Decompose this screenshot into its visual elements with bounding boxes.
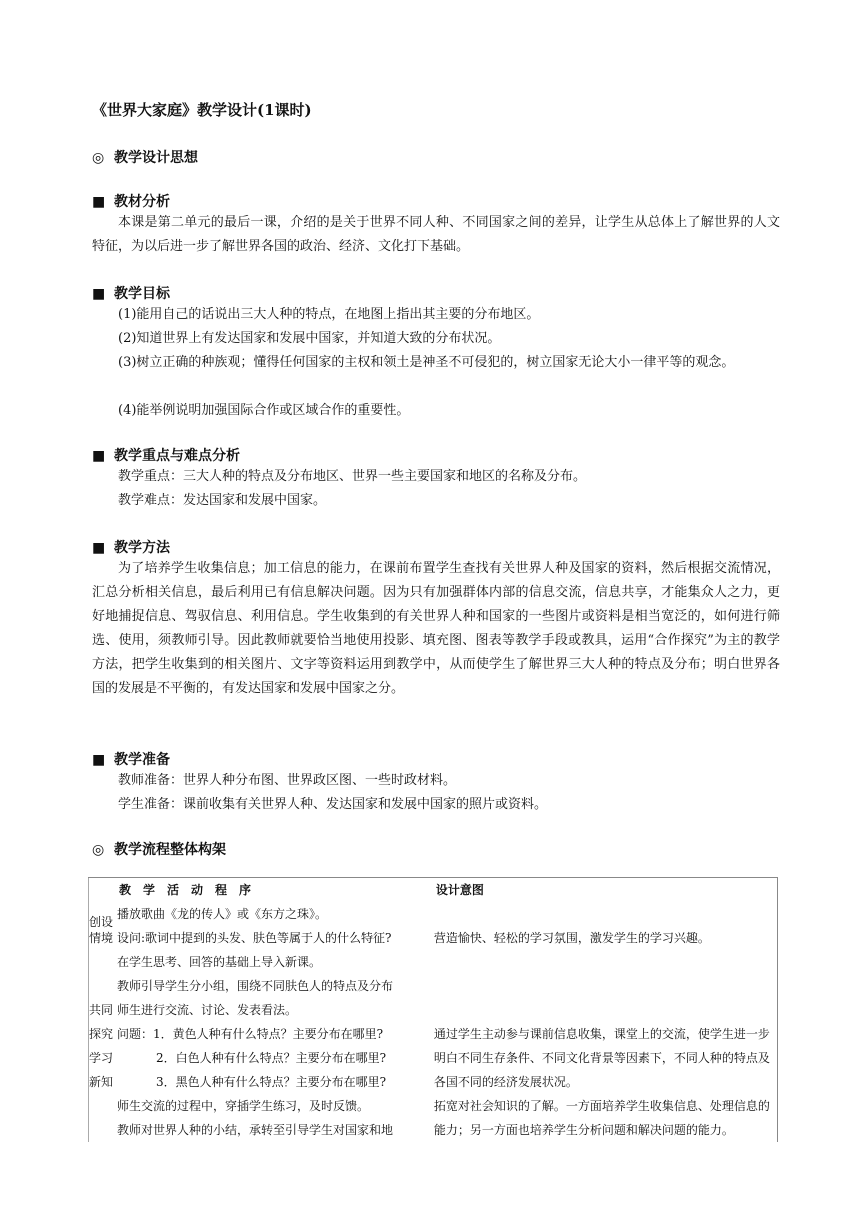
goal-item: (3)树立正确的种族观；懂得任何国家的主权和领土是神圣不可侵犯的，树立国家无论大小一律平等的观念。 [118,355,735,370]
intent-line: 明白不同生存条件、不同文化背景等因素下，不同人种的特点及 [433,1051,770,1065]
square-bullet-icon: ■ [92,448,106,464]
square-bullet-icon: ■ [92,194,106,210]
document-title: 《世界大家庭》教学设计(1课时) [92,101,312,119]
heading-method: ■ 教学方法 [92,540,170,556]
intent-line: 拓宽对社会知识的了解。一方面培养学生收集信息、处理信息的 [433,1099,770,1113]
prep-student: 学生准备：课前收集有关世界人种、发达国家和发展中国家的照片或资料。 [118,797,548,812]
activity-line: 教师引导学生分小组，围绕不同肤色人的特点及分布 [117,979,394,993]
table-row [89,902,778,974]
activity-line: 在学生思考、回答的基础上导入新课。 [117,955,322,969]
stage-label: 创设情境 [89,915,114,945]
heading-material: ■ 教材分析 [92,194,170,210]
square-bullet-icon: ■ [92,286,106,302]
material-text: 本课是第二单元的最后一课，介绍的是关于世界不同人种、不同国家之间的差异，让学生从总体上了解世界的人文特征，为以后进一步了解世界各国的政治、经济、文化打下基础。 [92,215,780,254]
heading-prep: ■ 教学准备 [92,752,170,768]
table-row [89,974,778,1142]
col-header-intent: 设计意图 [435,883,484,897]
goal-item: (4)能举例说明加强国际合作或区域合作的重要性。 [118,403,410,418]
double-circle-icon: ◎ [92,842,105,858]
goal-item: (2)知道世界上有发达国家和发展中国家，并知道大致的分布状况。 [118,331,501,346]
heading-goals: ■ 教学目标 [92,286,170,302]
question-item: 1．黄色人种有什么特点？主要分布在哪里? [153,1027,384,1041]
activity-line: 教师对世界人种的小结，承转至引导学生对国家和地 [117,1123,394,1137]
activity-line: 播放歌曲《龙的传人》或《东方之珠》。 [117,907,328,921]
difficult-points: 教学难点：发达国家和发展中国家。 [118,493,327,508]
square-bullet-icon: ■ [92,540,106,556]
square-bullet-icon: ■ [92,752,106,768]
intent-cell: 营造愉快、轻松的学习氛围，激发学生的学习兴趣。 [433,931,710,945]
activity-line: 设问:歌词中提到的头发、肤色等属于人的什么特征? [117,931,392,945]
stage-label: 共同探究学习新知 [89,1003,114,1089]
heading-flow: ◎ 教学流程整体构架 [92,842,226,858]
col-header-activities: 教 学 活 动 程 序 [119,883,252,897]
teaching-flow-table [88,877,778,1142]
goal-item: (1)能用自己的话说出三大人种的特点，在地图上指出其主要的分布地区。 [118,307,540,322]
intent-line: 能力；另一方面也培养学生分析问题和解决问题的能力。 [433,1123,734,1137]
method-text: 为了培养学生收集信息；加工信息的能力，在课前布置学生查找有关世界人种及国家的资料，然后根据交流情况，汇总分析相关信息，最后利用已有信息解决问题。因为只有加强群体内部的信息交流，信息共享，才能集众人之力，更好地捕捉信息、驾驭信息、利用信息。学生收集到的有关世界人种和国家的一些图片或资料是相当宽泛的，如何进行筛选、使用，须教师引导。因此教师就要恰当地使用投影、填充图、图表等教学手段或教具，运用“合作探究”为主的教学方法，把学生收集到的相关图片、文字等资料运用到教学中，从而使学生了解世界三大人种的特点及分布；明白世界各国的发展是不平衡的，有发达国家和发展中国家之分。 [92,561,780,696]
question-item: 2．白色人种有什么特点？主要分布在哪里? [156,1051,387,1065]
question-item: 3．黑色人种有什么特点？主要分布在哪里? [156,1075,387,1089]
intent-line: 各国不同的经济发展状况。 [433,1075,578,1089]
activity-line: 师生进行交流、讨论、发表看法。 [117,1003,298,1017]
key-points: 教学重点：三大人种的特点及分布地区、世界一些主要国家和地区的名称及分布。 [118,469,587,484]
double-circle-icon: ◎ [92,150,105,166]
activity-line: 师生交流的过程中，穿插学生练习，及时反馈。 [117,1099,370,1113]
intent-line: 通过学生主动参与课前信息收集，课堂上的交流，使学生进一步 [433,1027,770,1041]
table-header-row [89,878,778,903]
heading-key-points: ■ 教学重点与难点分析 [92,448,240,464]
question-label: 问题： [117,1027,154,1041]
prep-teacher: 教师准备：世界人种分布图、世界政区图、一些时政材料。 [118,773,457,788]
heading-design-idea: ◎ 教学设计思想 [92,150,198,166]
